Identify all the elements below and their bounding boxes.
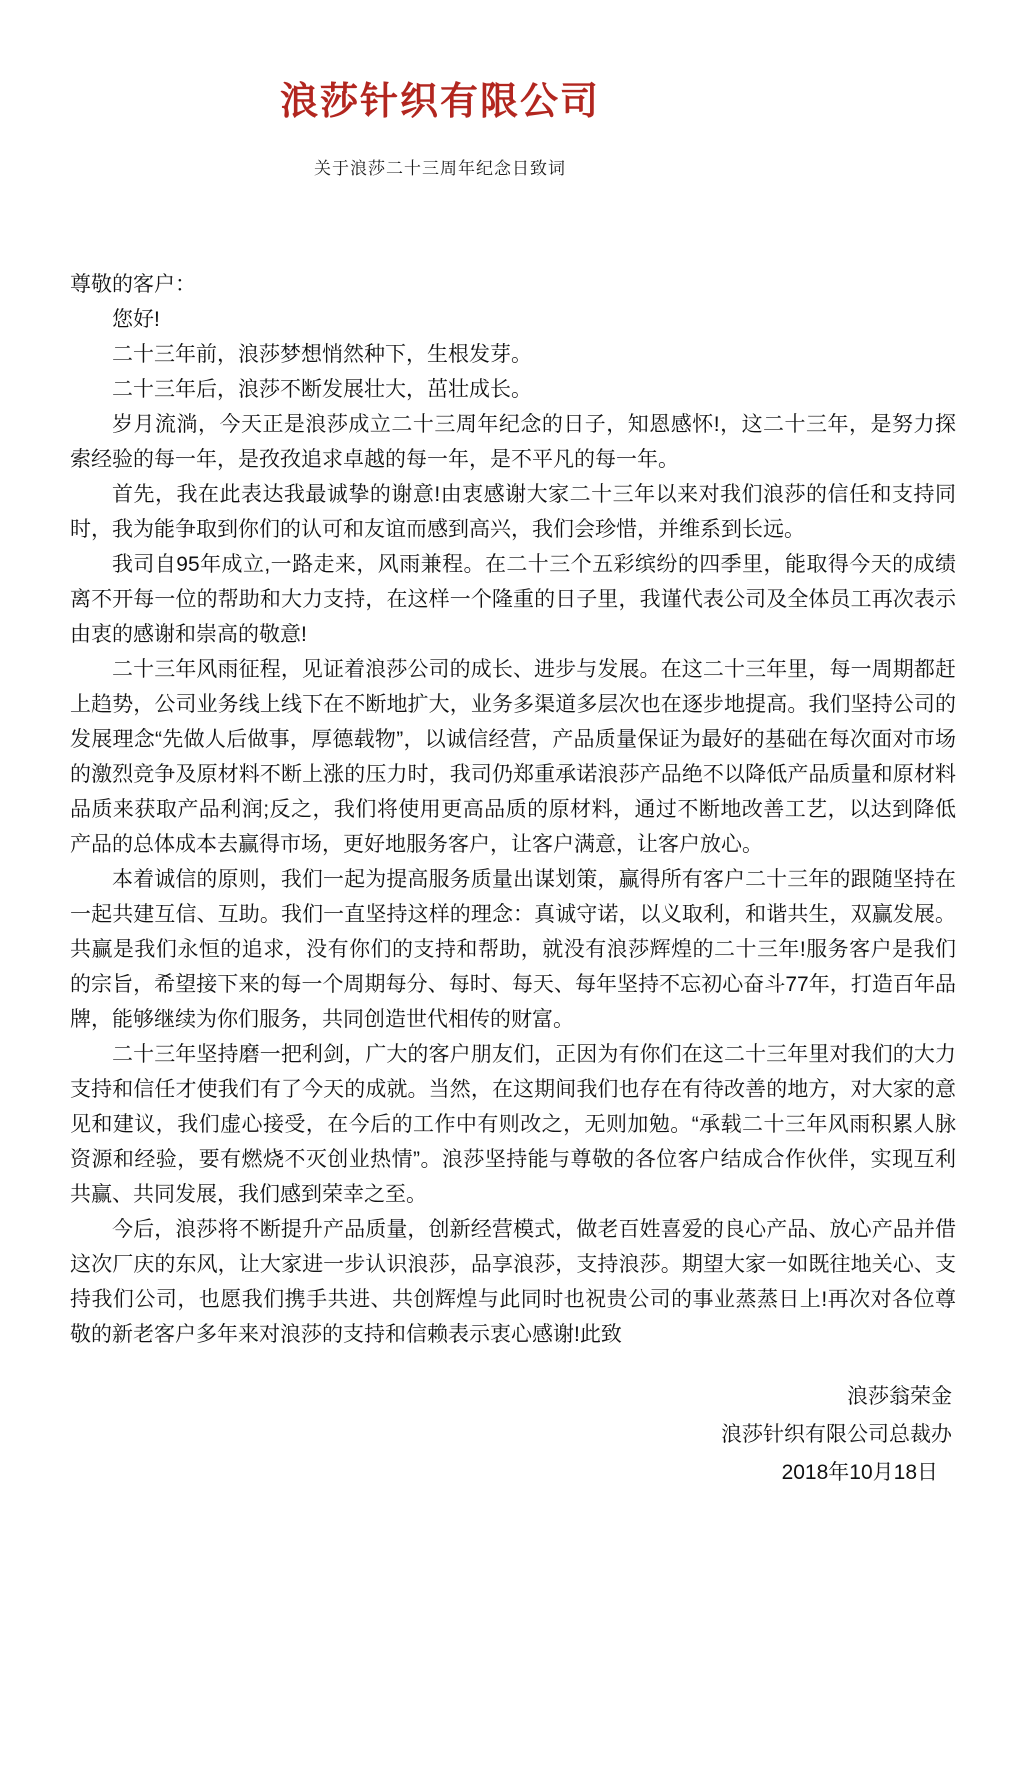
signature-date: 2018年10月18日	[781, 1461, 938, 1484]
body-paragraph: 我司自95年成立,一路走来，风雨兼程。在二十三个五彩缤纷的四季里，能取得今天的成绩离不开每一位的帮助和大力支持，在这样一个隆重的日子里，我谨代表公司及全体员工再次表示由衷的感谢和崇高的敬意!	[70, 553, 956, 646]
signature-block	[70, 1378, 952, 1492]
paragraph-list	[70, 302, 956, 1352]
letter-header	[0, 0, 880, 179]
body-paragraph: 首先，我在此表达我最诚挚的谢意!由衷感谢大家二十三年以来对我们浪莎的信任和支持同时，我为能争取到你们的认可和友谊而感到高兴，我们会珍惜，并维系到长远。	[70, 483, 956, 541]
company-title: 浪莎针织有限公司	[279, 81, 600, 123]
signature-signer: 浪莎翁荣金	[847, 1385, 952, 1408]
document-subtitle: 关于浪莎二十三周年纪念日致词	[314, 159, 566, 178]
signature-department: 浪莎针织有限公司总裁办	[721, 1423, 952, 1446]
salutation: 尊敬的客户：	[70, 273, 196, 296]
body-paragraph: 二十三年后，浪莎不断发展壮大，茁壮成长。	[112, 378, 532, 401]
body-paragraph: 岁月流淌，今天正是浪莎成立二十三周年纪念的日子，知恩感怀!，这二十三年，是努力探索经验的每一年，是孜孜追求卓越的每一年，是不平凡的每一年。	[70, 413, 956, 471]
body-paragraph: 二十三年前，浪莎梦想悄然种下，生根发芽。	[112, 343, 532, 366]
body-paragraph: 二十三年风雨征程，见证着浪莎公司的成长、进步与发展。在这二十三年里，每一周期都赶上趋势，公司业务线上线下在不断地扩大，业务多渠道多层次也在逐步地提高。我们坚持公司的发展理念“先做人后做事，厚德载物”，以诚信经营，产品质量保证为最好的基础在每次面对市场的激烈竞争及原材料不断上涨的压力时，我司仍郑重承诺浪莎产品绝不以降低产品质量和原材料品质来获取产品利润;反之，我们将使用更高品质的原材料，通过不断地改善工艺，以达到降低产品的总体成本去赢得市场，更好地服务客户，让客户满意，让客户放心。	[70, 658, 956, 856]
body-paragraph: 您好!	[112, 308, 160, 331]
letter-body	[70, 267, 956, 1352]
body-paragraph: 今后，浪莎将不断提升产品质量，创新经营模式，做老百姓喜爱的良心产品、放心产品并借这次厂庆的东风，让大家进一步认识浪莎，品享浪莎，支持浪莎。期望大家一如既往地关心、支持我们公司，也愿我们携手共进、共创辉煌与此同时也祝贵公司的事业蒸蒸日上!再次对各位尊敬的新老客户多年来对浪莎的支持和信赖表示衷心感谢!此致	[70, 1218, 956, 1346]
body-paragraph: 本着诚信的原则，我们一起为提高服务质量出谋划策，赢得所有客户二十三年的跟随坚持在一起共建互信、互助。我们一直坚持这样的理念：真诚守诺，以义取利，和谐共生，双赢发展。共赢是我们永恒的追求，没有你们的支持和帮助，就没有浪莎辉煌的二十三年!服务客户是我们的宗旨，希望接下来的每一个周期每分、每时、每天、每年坚持不忘初心奋斗77年，打造百年品牌，能够继续为你们服务，共同创造世代相传的财富。	[70, 868, 956, 1031]
body-paragraph: 二十三年坚持磨一把利剑，广大的客户朋友们，正因为有你们在这二十三年里对我们的大力支持和信任才使我们有了今天的成就。当然，在这期间我们也存在有待改善的地方，对大家的意见和建议，我们虚心接受，在今后的工作中有则改之，无则加勉。“承载二十三年风雨积累人脉资源和经验，要有燃烧不灭创业热情”。浪莎坚持能与尊敬的各位客户结成合作伙伴，实现互利共赢、共同发展，我们感到荣幸之至。	[70, 1043, 956, 1206]
